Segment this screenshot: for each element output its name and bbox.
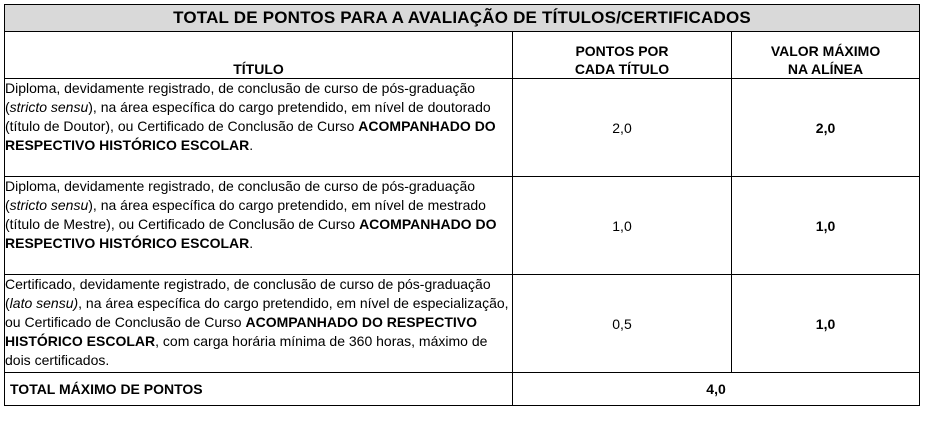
total-row bbox=[5, 373, 920, 406]
max-value: 1,0 bbox=[732, 275, 920, 373]
title-description: Diploma, devidamente registrado, de conclusão de curso de pós-graduação (stricto sensu), na área específica do cargo pretendido, em nível de doutorado (título de Doutor), ou Certificado de Conclusão de Curso ACOMPANHADO DO RESPECTIVO HISTÓRICO ESCOLAR. bbox=[5, 79, 513, 177]
total-value: 4,0 bbox=[513, 373, 920, 406]
title-description: Diploma, devidamente registrado, de conclusão de curso de pós-graduação (stricto sensu), na área específica do cargo pretendido, em nível de mestrado (título de Mestre), ou Certificado de Conclusão de Curso ACOMPANHADO DO RESPECTIVO HISTÓRICO ESCOLAR. bbox=[5, 177, 513, 275]
title-description: Certificado, devidamente registrado, de conclusão de curso de pós-graduação (lato sensu), na área específica do cargo pretendido, em nível de especialização, ou Certificado de Conclusão de Curso ACOMPANHADO DO RESPECTIVO HISTÓRICO ESCOLAR, com carga horária mínima de 360 horas, máximo de dois certificados. bbox=[5, 275, 513, 373]
max-value: 2,0 bbox=[732, 79, 920, 177]
points-per-title: 1,0 bbox=[513, 177, 732, 275]
table-title: TOTAL DE PONTOS PARA A AVALIAÇÃO DE TÍTULOS/CERTIFICADOS bbox=[5, 5, 920, 32]
header-row bbox=[5, 32, 920, 79]
titles-score-table bbox=[4, 4, 920, 406]
max-value: 1,0 bbox=[732, 177, 920, 275]
table-row bbox=[5, 177, 920, 275]
header-valor-maximo: VALOR MÁXIMO NA ALÍNEA bbox=[732, 32, 920, 79]
points-per-title: 0,5 bbox=[513, 275, 732, 373]
header-titulo: TÍTULO bbox=[5, 32, 513, 79]
table-row bbox=[5, 79, 920, 177]
table-title-row bbox=[5, 5, 920, 32]
total-label: TOTAL MÁXIMO DE PONTOS bbox=[5, 373, 513, 406]
points-per-title: 2,0 bbox=[513, 79, 732, 177]
header-pontos: PONTOS POR CADA TÍTULO bbox=[513, 32, 732, 79]
table-row bbox=[5, 275, 920, 373]
